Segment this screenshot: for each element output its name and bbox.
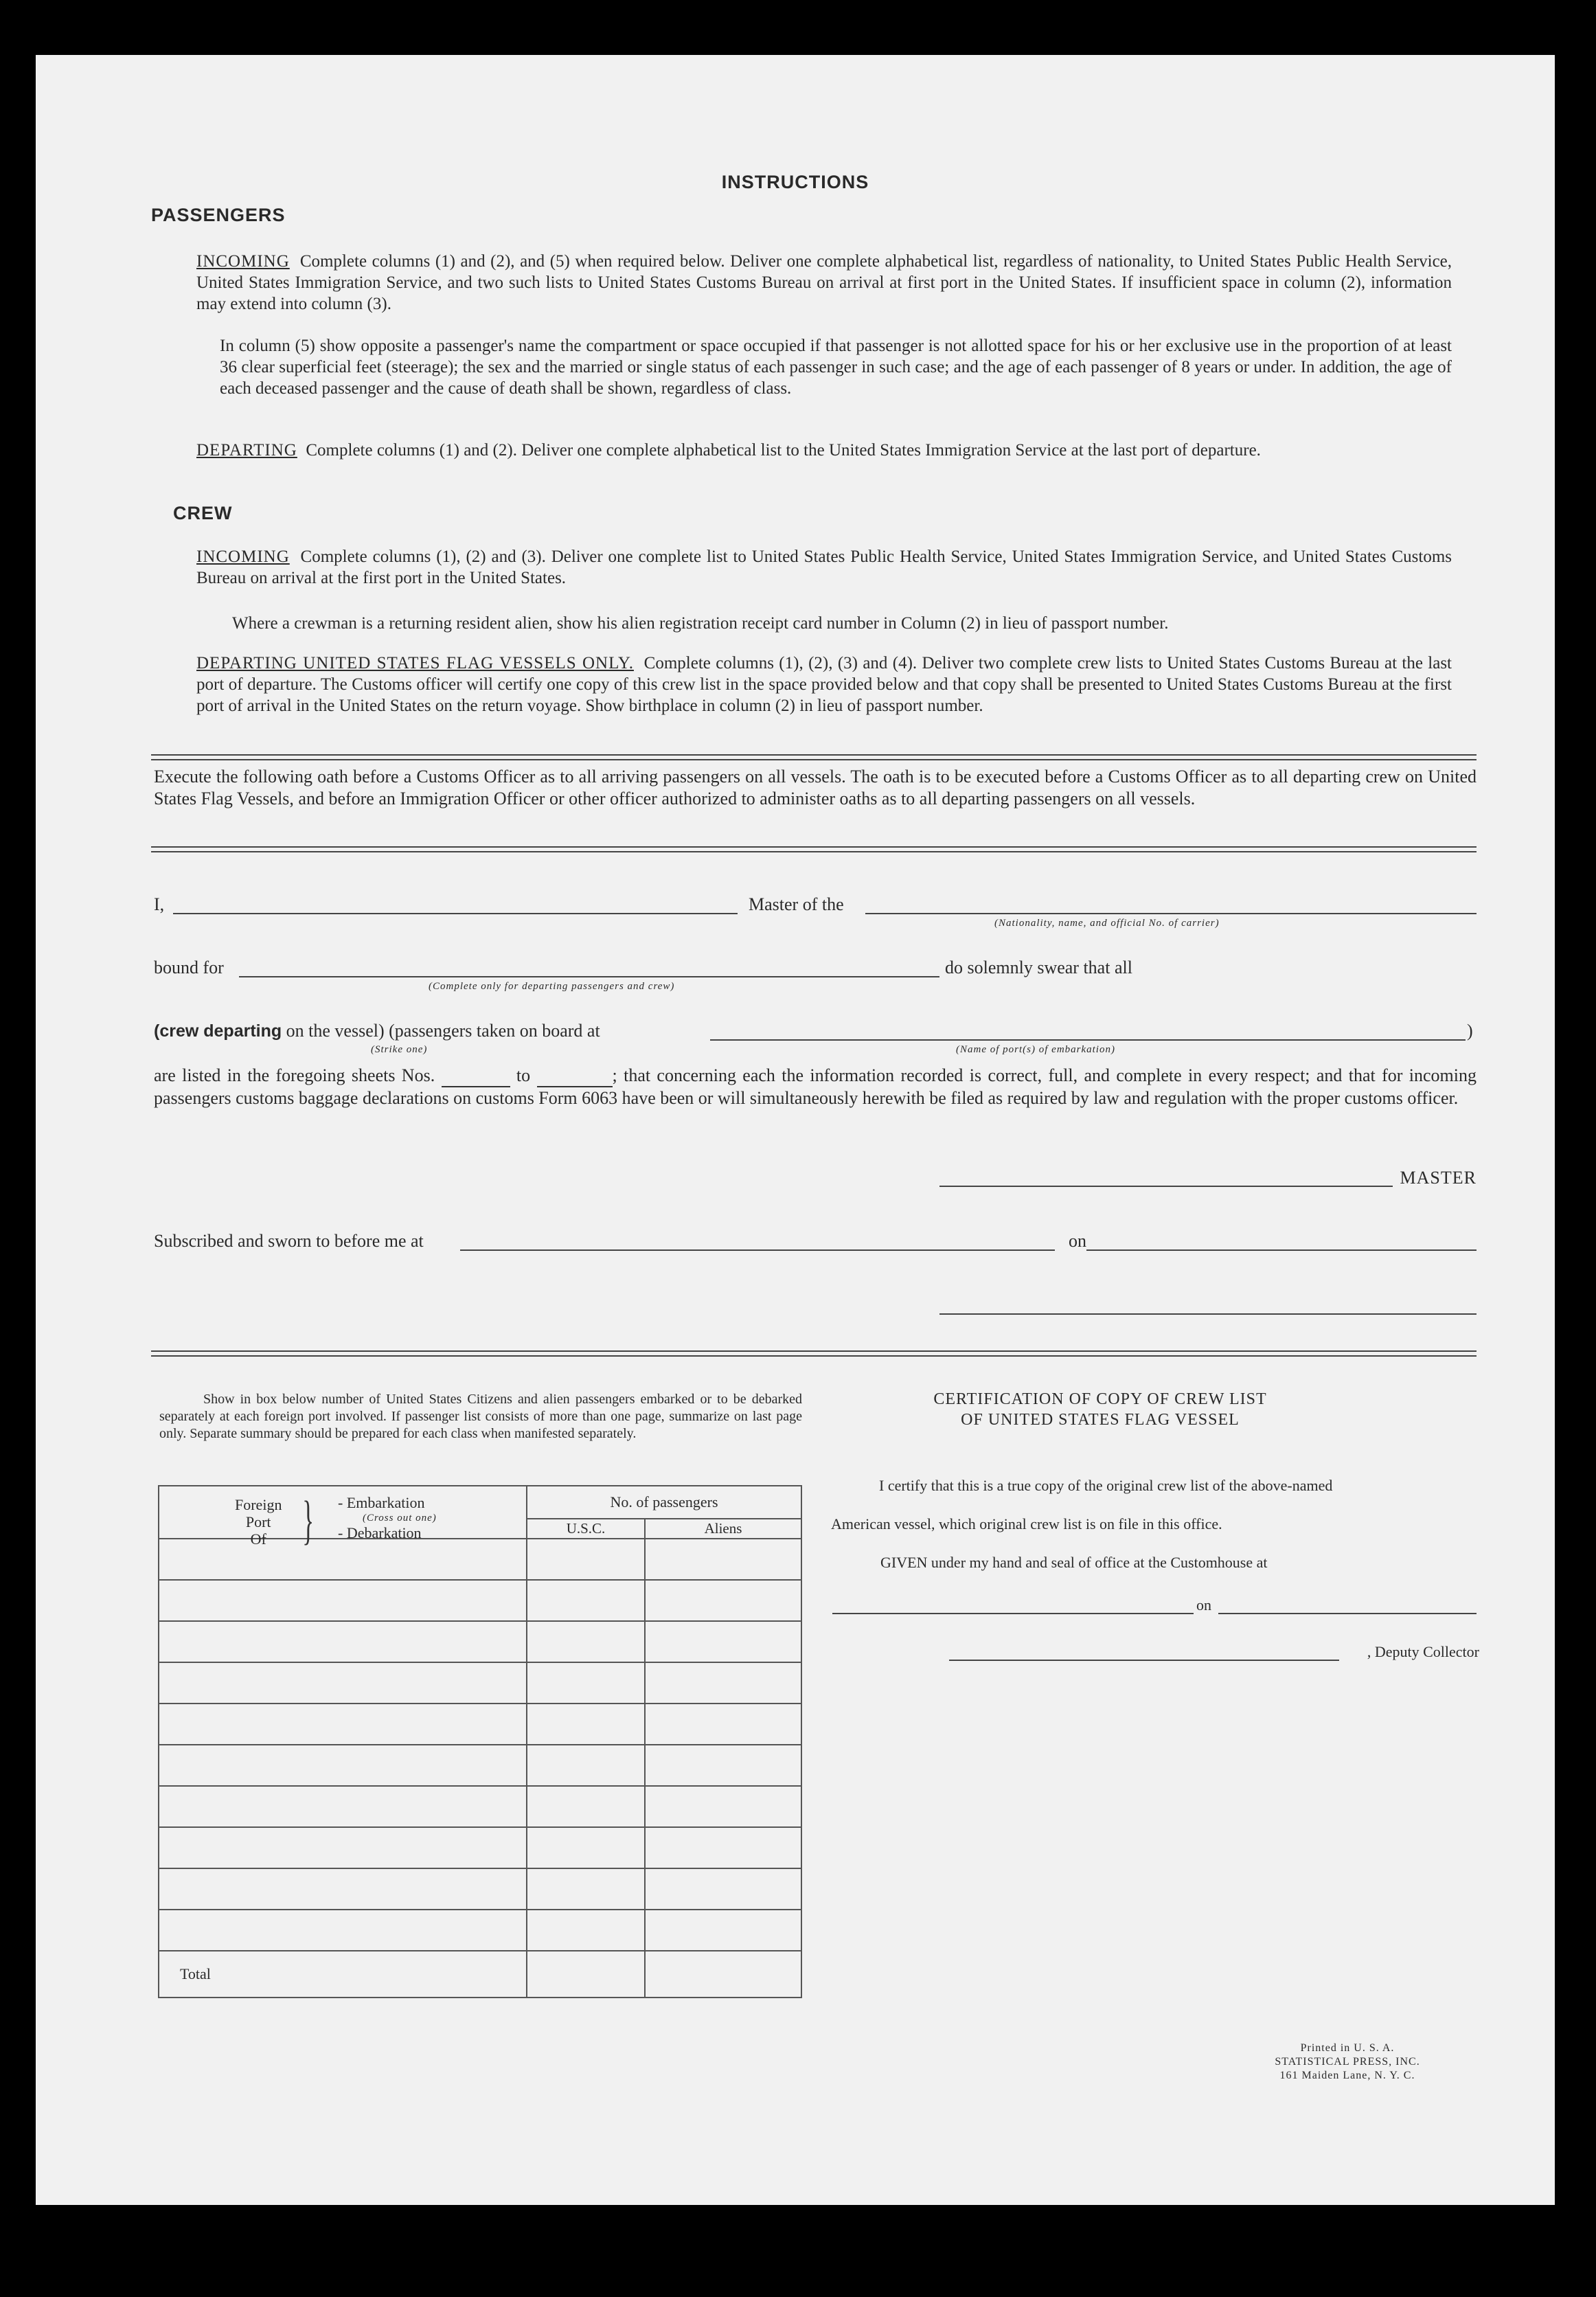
oath-i-label: I, [154, 894, 165, 914]
oath-instruction: Execute the following oath before a Customs Officer as to all arriving passengers on all vessels. The oath is to be executed before a Customs Officer as to all departing crew on United States Flag Vessels, and before an Immigration Officer or other officer authorized to administer oaths as to all departing passengers on all vessels. [154, 767, 1477, 808]
foreign-port-header [159, 1486, 527, 1550]
divider-rule [151, 754, 1477, 756]
aliens-cell[interactable] [645, 1868, 801, 1910]
sworn-on-label: on [1069, 1231, 1086, 1251]
solemnly-swear-label: do solemnly swear that all [945, 958, 1132, 977]
carrier-caption: (Nationality, name, and official No. of carrier) [994, 918, 1220, 929]
given-text: GIVEN under my hand and seal of office at the Customhouse at [880, 1554, 1268, 1571]
table-row [159, 1786, 801, 1827]
usc-cell[interactable] [527, 1580, 645, 1621]
sheets-statement [154, 1065, 1477, 1109]
usc-cell[interactable] [527, 1827, 645, 1868]
embarkation-ports-field[interactable] [710, 1039, 1466, 1041]
strike-one-caption: (Strike one) [371, 1044, 428, 1055]
aliens-cell[interactable] [645, 1704, 801, 1745]
listed-in-sheets-text: are listed in the foregoing sheets Nos. [154, 1065, 435, 1085]
port-cell[interactable] [159, 1868, 527, 1910]
printer-imprint [1203, 2041, 1492, 2083]
to-label: to [516, 1065, 531, 1085]
crew-incoming-lead: INCOMING [196, 547, 290, 566]
brace-icon: } [302, 1490, 315, 1550]
deputy-signature-field[interactable] [949, 1660, 1339, 1661]
form-page [36, 55, 1555, 2205]
aliens-cell[interactable] [645, 1621, 801, 1662]
page-title: INSTRUCTIONS [721, 172, 869, 192]
on-the-vessel-text: on the vessel) [286, 1021, 385, 1041]
usc-cell[interactable] [527, 1868, 645, 1910]
sheet-from-field[interactable] [442, 1065, 510, 1087]
debarkation-option[interactable]: - Debarkation [338, 1524, 422, 1541]
usc-cell[interactable] [527, 1704, 645, 1745]
usc-total-cell[interactable] [527, 1951, 645, 1998]
usc-cell[interactable] [527, 1910, 645, 1951]
aliens-cell[interactable] [645, 1827, 801, 1868]
divider-rule [151, 759, 1477, 760]
declaration-text: ; that concerning each the information recorded is correct, full, and complete in every respect; and that for incoming passengers customs baggage declarations on customs Form 6063 have been or will simultaneously herewith be filed as required by law and regulation with the proper customs officer. [154, 1065, 1477, 1108]
officer-signature-field[interactable] [939, 1313, 1477, 1315]
usc-cell[interactable] [527, 1745, 645, 1786]
embarkation-option[interactable]: - Embarkation [338, 1494, 425, 1511]
foreign-label: Foreign [235, 1496, 282, 1513]
port-cell[interactable] [159, 1910, 527, 1951]
carrier-field[interactable] [865, 913, 1477, 914]
sworn-location-field[interactable] [460, 1249, 1055, 1251]
sheet-to-field[interactable] [537, 1065, 613, 1087]
usc-cell[interactable] [527, 1662, 645, 1704]
port-cell[interactable] [159, 1786, 527, 1827]
certify-text: I certify that this is a true copy of the original crew list of the above-named [879, 1477, 1333, 1494]
passenger-summary-table [158, 1485, 802, 1998]
divider-rule [151, 1355, 1477, 1357]
no-of-passengers-header: No. of passengers [527, 1486, 801, 1519]
passengers-departing-paragraph [196, 440, 1452, 461]
port-cell[interactable] [159, 1539, 527, 1580]
table-row [159, 1580, 801, 1621]
certification-title-line1: CERTIFICATION OF COPY OF CREW LIST [933, 1390, 1267, 1408]
aliens-cell[interactable] [645, 1662, 801, 1704]
total-row [159, 1951, 801, 1998]
port-cell[interactable] [159, 1745, 527, 1786]
passengers-taken-option[interactable]: (passengers taken on board at [389, 1021, 600, 1041]
aliens-cell[interactable] [645, 1786, 801, 1827]
passengers-heading: PASSENGERS [151, 205, 286, 225]
printer-address: 161 Maiden Lane, N. Y. C. [1279, 2070, 1415, 2081]
aliens-total-cell[interactable] [645, 1951, 801, 1998]
crew-departing-us-text: Complete columns (1), (2), (3) and (4). Deliver two complete crew lists to United States Customs Bureau at the last port of departure. The Customs officer will certify one copy of this crew list in the space provided below and that copy shall be presented to United States Customs Bureau at the first port of arrival in the United States on the return voyage. Show birthplace in column (2) in lieu of passport number. [196, 654, 1452, 715]
master-signature-field[interactable] [939, 1186, 1393, 1187]
port-cell[interactable] [159, 1662, 527, 1704]
table-row [159, 1910, 801, 1951]
customhouse-location-field[interactable] [832, 1613, 1194, 1614]
bound-for-label: bound for [154, 958, 224, 977]
table-row [159, 1827, 801, 1868]
divider-rule [151, 1350, 1477, 1352]
of-label: Of [250, 1530, 266, 1548]
usc-cell[interactable] [527, 1621, 645, 1662]
table-row [159, 1662, 801, 1704]
subscribed-label: Subscribed and sworn to before me at [154, 1231, 424, 1251]
usc-cell[interactable] [527, 1539, 645, 1580]
summary-instruction: Show in box below number of United States Citizens and alien passengers embarked or to be debarked separately at each foreign port involved. If passenger list consists of more than one page, summarize on last page only. Separate summary should be prepared for each class when manifested separately. [159, 1392, 802, 1441]
bound-for-field[interactable] [239, 976, 939, 977]
sworn-date-field[interactable] [1086, 1249, 1477, 1251]
crew-incoming-text: Complete columns (1), (2) and (3). Deliver one complete list to United States Public Health Service, United States Immigration Service, and United States Customs Bureau on arrival at the first port in the United States. [196, 547, 1452, 587]
cert-date-field[interactable] [1218, 1613, 1477, 1614]
total-label: Total [159, 1951, 527, 1998]
master-name-field[interactable] [173, 913, 738, 914]
port-cell[interactable] [159, 1580, 527, 1621]
passengers-column5-paragraph: In column (5) show opposite a passenger's name the compartment or space occupied if that passenger is not allotted space for his or her exclusive use in the proportion of at least 36 clear superficial feet (steerage); the sex and the married or single status of each passenger in such case; and the age of each passenger of 8 years or under. In addition, the age of each deceased passenger and the cause of death shall be shown, regardless of class. [220, 337, 1452, 398]
divider-rule [151, 851, 1477, 852]
usc-cell[interactable] [527, 1786, 645, 1827]
passengers-departing-lead: DEPARTING [196, 441, 297, 460]
aliens-cell[interactable] [645, 1580, 801, 1621]
port-cell[interactable] [159, 1621, 527, 1662]
certification-title [825, 1389, 1375, 1430]
close-paren: ) [1467, 1021, 1473, 1041]
passengers-incoming-lead: INCOMING [196, 252, 290, 271]
crew-departing-option[interactable]: (crew departing [154, 1021, 282, 1041]
crew-resident-alien-paragraph: Where a crewman is a returning resident alien, show his alien registration receipt card number in Column (2) in lieu of passport number. [232, 614, 1169, 633]
cross-out-caption: (Cross out one) [363, 1513, 437, 1524]
ports-caption: (Name of port(s) of embarkation) [956, 1044, 1115, 1055]
table-row [159, 1745, 801, 1786]
bound-for-caption: (Complete only for departing passengers and crew) [429, 981, 675, 992]
american-vessel-text: American vessel, which original crew list is on file in this office. [831, 1515, 1222, 1532]
crew-heading: CREW [173, 503, 233, 523]
master-of-the-label: Master of the [749, 894, 844, 914]
deputy-collector-label: , Deputy Collector [1367, 1643, 1479, 1660]
passengers-departing-text: Complete columns (1) and (2). Deliver one complete alphabetical list to the United States Immigration Service at the last port of departure. [306, 441, 1261, 460]
port-cell[interactable] [159, 1704, 527, 1745]
passengers-incoming-paragraph [196, 251, 1452, 315]
table-row [159, 1868, 801, 1910]
printer-name: STATISTICAL PRESS, INC. [1275, 2056, 1420, 2068]
port-cell[interactable] [159, 1827, 527, 1868]
oath-line-master [154, 894, 164, 915]
table-row [159, 1704, 801, 1745]
aliens-cell[interactable] [645, 1745, 801, 1786]
usc-header: U.S.C. [527, 1519, 645, 1539]
aliens-header: Aliens [645, 1519, 801, 1539]
aliens-cell[interactable] [645, 1910, 801, 1951]
aliens-cell[interactable] [645, 1539, 801, 1580]
table-row [159, 1621, 801, 1662]
printed-in-usa: Printed in U. S. A. [1300, 2042, 1395, 2054]
port-label: Port [245, 1513, 271, 1530]
certification-title-line2: OF UNITED STATES FLAG VESSEL [961, 1411, 1240, 1429]
crew-departing-us-lead: DEPARTING UNITED STATES FLAG VESSELS ONLY. [196, 654, 634, 672]
crew-passengers-line [154, 1021, 600, 1041]
cert-on-label: on [1196, 1596, 1211, 1614]
crew-departing-us-paragraph [196, 653, 1452, 716]
passengers-incoming-text: Complete columns (1) and (2), and (5) when required below. Deliver one complete alphabetical list, regardless of nationality, to United States Public Health Service, United States Immigration Service, and two such lists to United States Customs Bureau on arrival at first port in the United States. If insufficient space in column (2), information may extend into column (3). [196, 252, 1452, 313]
divider-rule [151, 846, 1477, 848]
master-label: MASTER [1400, 1168, 1477, 1188]
crew-incoming-paragraph [196, 546, 1452, 589]
